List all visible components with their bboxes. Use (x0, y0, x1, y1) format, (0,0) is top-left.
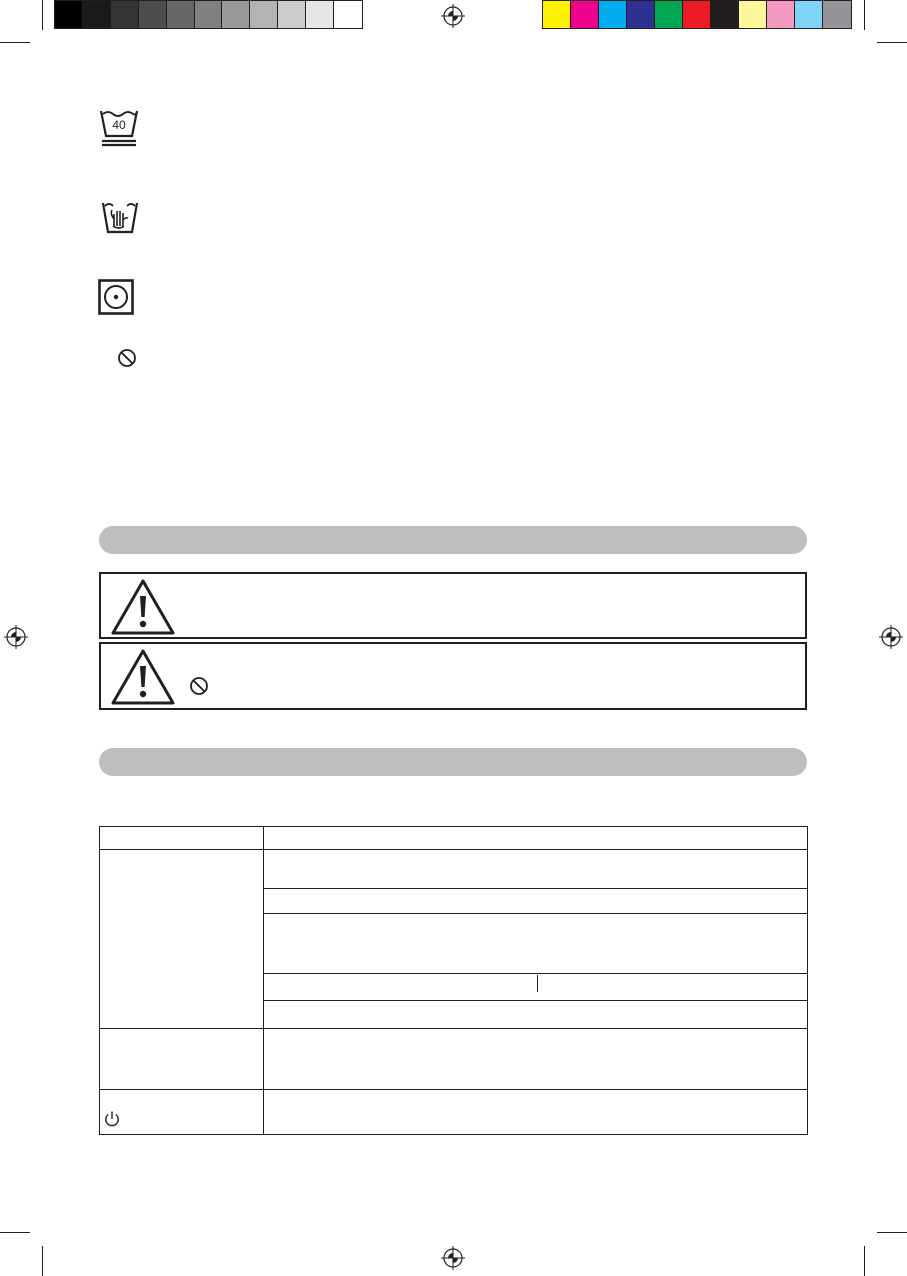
color-swatch (543, 1, 571, 28)
color-swatch (767, 1, 795, 28)
grayscale-swatch (278, 1, 306, 28)
crop-mark-bl-v (42, 1246, 43, 1276)
color-swatch (655, 1, 683, 28)
grayscale-swatch (111, 1, 139, 28)
registration-mark-top (441, 4, 465, 28)
warning-triangle-icon (110, 578, 176, 636)
grayscale-swatch (222, 1, 250, 28)
warning-triangle-icon (110, 648, 176, 706)
crop-mark-tr-v (864, 0, 865, 30)
crop-mark-br-v (864, 1246, 865, 1276)
crop-mark-tr-h (877, 42, 907, 43)
color-bar (542, 0, 852, 29)
spec-table (99, 826, 808, 1135)
registration-mark-right (879, 625, 903, 649)
tumble-dry-low-icon (98, 279, 134, 315)
table-column-divider (263, 827, 264, 1134)
grayscale-swatch (195, 1, 223, 28)
section-header-safety (99, 526, 807, 554)
color-swatch (599, 1, 627, 28)
crop-mark-bl-h (0, 1232, 30, 1233)
section-header-specifications (99, 748, 807, 776)
crop-mark-br-h (877, 1232, 907, 1233)
color-swatch (571, 1, 599, 28)
grayscale-swatch (250, 1, 278, 28)
registration-mark-left (4, 625, 28, 649)
table-row-line (100, 1028, 807, 1029)
table-subrow-line (263, 973, 807, 974)
table-subrow-line (263, 913, 807, 914)
table-row-line (100, 1089, 807, 1090)
color-swatch (795, 1, 823, 28)
color-swatch (683, 1, 711, 28)
table-split-divider (537, 975, 538, 992)
color-swatch (627, 1, 655, 28)
wash-temperature-label: 40 (112, 118, 126, 132)
prohibition-icon (117, 348, 137, 368)
prohibition-icon (189, 676, 209, 696)
table-row-line (100, 849, 807, 850)
grayscale-swatch (334, 1, 362, 28)
color-swatch (823, 1, 851, 28)
warning-box-1 (99, 572, 807, 639)
crop-mark-tl-v (42, 0, 43, 30)
table-subrow-line (263, 1000, 807, 1001)
grayscale-swatch (55, 1, 83, 28)
power-icon (103, 1110, 121, 1128)
crop-mark-tl-h (0, 42, 30, 43)
table-subrow-line (263, 888, 807, 889)
hand-wash-icon (101, 200, 139, 234)
grayscale-swatch (139, 1, 167, 28)
grayscale-swatch (167, 1, 195, 28)
grayscale-bar (54, 0, 363, 29)
registration-mark-bottom (441, 1246, 465, 1270)
warning-box-2 (99, 642, 807, 710)
care-symbol-wash-40 (99, 108, 139, 148)
grayscale-swatch (306, 1, 334, 28)
color-swatch (711, 1, 739, 28)
color-swatch (739, 1, 767, 28)
grayscale-swatch (83, 1, 111, 28)
